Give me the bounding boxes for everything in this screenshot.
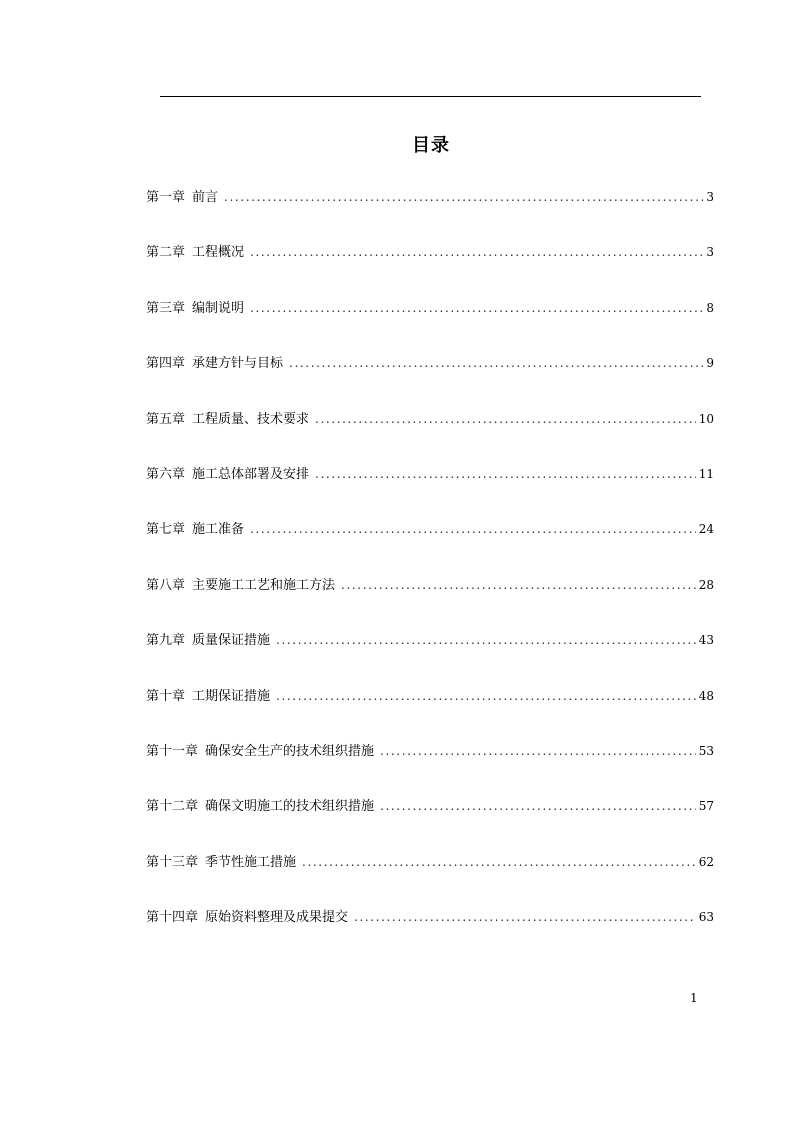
toc-page-number: 53: [698, 743, 714, 758]
toc-chapter-number: 第四章: [146, 356, 186, 372]
toc-dot-leader: [250, 245, 703, 259]
toc-entry[interactable]: [146, 851, 714, 906]
toc-entry[interactable]: [146, 574, 714, 629]
toc-page-number: 8: [706, 300, 714, 315]
toc-entry[interactable]: [146, 518, 714, 573]
toc-entry[interactable]: [146, 297, 714, 352]
toc-dot-leader: [341, 578, 696, 592]
toc-chapter-title: 施工总体部署及安排: [192, 466, 310, 482]
toc-entry[interactable]: [146, 629, 714, 684]
toc-entry[interactable]: [146, 408, 714, 463]
page-title: 目录: [412, 135, 450, 156]
toc-entry[interactable]: [146, 906, 714, 961]
toc-chapter-number: 第十四章: [146, 910, 199, 926]
toc-entry[interactable]: [146, 685, 714, 740]
table-of-contents: [146, 186, 714, 961]
toc-page-number: 9: [706, 356, 714, 371]
toc-chapter-title: 季节性施工措施: [205, 854, 297, 870]
toc-chapter-title: 原始资料整理及成果提交: [205, 910, 349, 926]
toc-page-number: 3: [706, 190, 714, 204]
toc-chapter-title: 前言: [192, 190, 219, 205]
toc-entry[interactable]: [146, 795, 714, 850]
toc-page-number: 48: [698, 688, 714, 703]
toc-chapter-number: 第十二章: [146, 799, 199, 815]
toc-dot-leader: [315, 412, 696, 426]
toc-dot-leader: [250, 301, 703, 315]
toc-chapter-title: 施工准备: [192, 522, 245, 538]
toc-chapter-number: 第五章: [146, 411, 186, 427]
toc-chapter-title: 承建方针与目标: [192, 356, 284, 372]
toc-chapter-title: 确保安全生产的技术组织措施: [205, 743, 375, 759]
toc-entry[interactable]: [146, 352, 714, 407]
toc-dot-leader: [380, 799, 696, 813]
toc-page-number: 3: [706, 245, 714, 260]
toc-chapter-number: 第十三章: [146, 854, 199, 870]
toc-chapter-number: 第二章: [146, 245, 186, 261]
toc-page-number: 24: [698, 522, 714, 537]
toc-chapter-number: 第七章: [146, 522, 186, 538]
toc-page-number: 10: [698, 411, 714, 426]
toc-chapter-title: 主要施工工艺和施工方法: [192, 577, 336, 593]
toc-page-number: 62: [698, 854, 714, 869]
toc-chapter-title: 确保文明施工的技术组织措施: [205, 799, 375, 815]
toc-page-number: 11: [698, 466, 714, 481]
toc-chapter-number: 第一章: [146, 190, 186, 205]
toc-chapter-title: 工程质量、技术要求: [192, 411, 310, 427]
toc-dot-leader: [276, 633, 696, 647]
footer-page-number: 1: [690, 991, 698, 1005]
toc-dot-leader: [315, 467, 696, 481]
toc-dot-leader: [354, 910, 696, 924]
toc-page-number: 28: [698, 577, 714, 592]
toc-chapter-title: 质量保证措施: [192, 633, 271, 649]
toc-chapter-number: 第十章: [146, 688, 186, 704]
toc-chapter-title: 编制说明: [192, 300, 245, 316]
toc-entry[interactable]: [146, 463, 714, 518]
toc-dot-leader: [250, 522, 696, 536]
toc-chapter-number: 第八章: [146, 577, 186, 593]
toc-chapter-number: 第六章: [146, 466, 186, 482]
toc-dot-leader: [302, 855, 696, 869]
toc-dot-leader: [276, 689, 696, 703]
toc-chapter-title: 工期保证措施: [192, 688, 271, 704]
toc-chapter-title: 工程概况: [192, 245, 245, 261]
toc-page-number: 57: [698, 799, 714, 814]
toc-entry[interactable]: [146, 740, 714, 795]
toc-dot-leader: [380, 744, 696, 758]
toc-dot-leader: [224, 190, 703, 204]
toc-page-number: 63: [698, 910, 714, 925]
toc-dot-leader: [289, 356, 703, 370]
toc-chapter-number: 第十一章: [146, 743, 199, 759]
toc-chapter-number: 第三章: [146, 300, 186, 316]
toc-entry[interactable]: [146, 241, 714, 296]
toc-page-number: 43: [698, 633, 714, 648]
toc-chapter-number: 第九章: [146, 633, 186, 649]
header-rule: [160, 96, 701, 97]
toc-entry[interactable]: [146, 186, 714, 241]
